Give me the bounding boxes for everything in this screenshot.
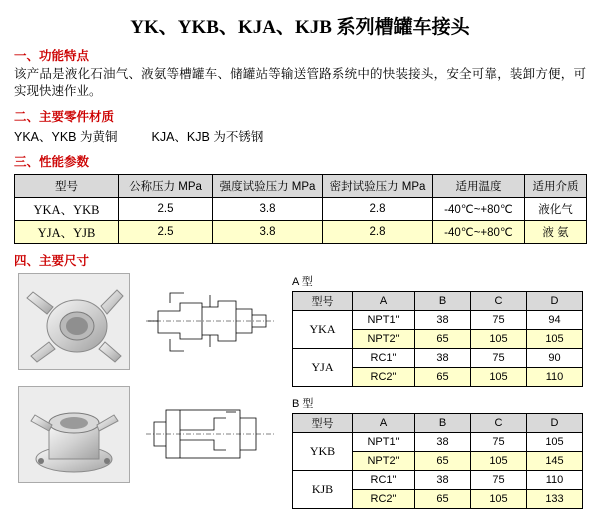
section-heading-dimensions: 四、主要尺寸 (14, 254, 90, 268)
cell-c: 105 (471, 452, 527, 471)
cell-seal-test-pressure: 2.8 (323, 221, 433, 244)
col-header-a: A (353, 414, 415, 433)
page-title: YK、YKB、KJA、KJB 系列槽罐车接头 (130, 17, 470, 38)
coupling-drawing-a (140, 273, 280, 368)
coupling-photo-a (18, 273, 130, 370)
coupling-drawing-b (140, 384, 280, 479)
performance-table (14, 174, 587, 244)
dimension-table-b (292, 413, 583, 509)
table-header-row (15, 175, 587, 198)
table-row (293, 349, 583, 368)
material-right: KJA、KJB 为不锈钢 (151, 130, 264, 144)
dimension-tables-column (292, 273, 584, 509)
cell-a: NPT1" (353, 311, 415, 330)
material-left: YKA、YKB 为黄铜 (14, 130, 118, 144)
cell-model: KJB (293, 471, 353, 509)
dimension-table-a (292, 291, 583, 387)
cell-a: NPT1" (353, 433, 415, 452)
cell-c: 75 (471, 311, 527, 330)
col-header-b: B (415, 292, 471, 311)
cell-model: YKA (293, 311, 353, 349)
cell-model: YJA (293, 349, 353, 387)
col-header-c: C (471, 414, 527, 433)
cell-b: 65 (415, 368, 471, 387)
section-heading-features: 一、功能特点 (14, 49, 90, 63)
features-paragraph: 该产品是液化石油气、液氨等槽罐车、储罐站等输送管路系统中的快装接头，安全可靠，装卸方便，可实现快速作业。 (14, 67, 586, 98)
table-row (15, 198, 587, 221)
cell-a: RC2" (353, 368, 415, 387)
col-header-model: 型号 (293, 414, 353, 433)
col-header-seal-test-pressure: 密封试验压力 MPa (323, 175, 433, 198)
col-header-nominal-pressure: 公称压力 MPa (119, 175, 213, 198)
cell-strength-test-pressure: 3.8 (213, 198, 323, 221)
cell-nominal-pressure: 2.5 (119, 198, 213, 221)
cell-b: 38 (415, 349, 471, 368)
cell-model: YKB (293, 433, 353, 471)
table-header-row (293, 414, 583, 433)
cell-c: 75 (471, 433, 527, 452)
col-header-strength-test-pressure: 强度试验压力 MPa (213, 175, 323, 198)
cell-medium: 液 氨 (525, 221, 587, 244)
cell-b: 65 (415, 330, 471, 349)
cell-c: 105 (471, 330, 527, 349)
cell-a: NPT2" (353, 330, 415, 349)
cell-c: 105 (471, 368, 527, 387)
dim-table-caption-b: B 型 (292, 398, 314, 410)
col-header-model: 型号 (293, 292, 353, 311)
coupling-photo-b (18, 386, 130, 483)
cell-temperature: -40℃~+80℃ (433, 221, 525, 244)
col-header-d: D (527, 292, 583, 311)
cell-model: YKA、YKB (15, 198, 119, 221)
cell-d: 105 (527, 433, 583, 452)
cell-c: 105 (471, 490, 527, 509)
material-line (14, 127, 600, 145)
col-header-temperature: 适用温度 (433, 175, 525, 198)
cell-b: 38 (415, 311, 471, 330)
cell-b: 38 (415, 433, 471, 452)
dim-table-caption-a: A 型 (292, 276, 313, 288)
col-header-a: A (353, 292, 415, 311)
cell-c: 75 (471, 471, 527, 490)
cell-a: NPT2" (353, 452, 415, 471)
cell-b: 65 (415, 490, 471, 509)
table-header-row (293, 292, 583, 311)
cell-a: RC1" (353, 471, 415, 490)
section-heading-material: 二、主要零件材质 (14, 110, 115, 124)
photo-column (18, 273, 128, 483)
col-header-medium: 适用介质 (525, 175, 587, 198)
cell-nominal-pressure: 2.5 (119, 221, 213, 244)
col-header-c: C (471, 292, 527, 311)
cell-strength-test-pressure: 3.8 (213, 221, 323, 244)
cell-temperature: -40℃~+80℃ (433, 198, 525, 221)
col-header-model: 型号 (15, 175, 119, 198)
cell-b: 38 (415, 471, 471, 490)
cell-d: 133 (527, 490, 583, 509)
section-heading-performance: 三、性能参数 (14, 155, 90, 169)
coupling-photo-a-graphic (19, 274, 129, 369)
cell-a: RC1" (353, 349, 415, 368)
table-row (15, 221, 587, 244)
cell-d: 105 (527, 330, 583, 349)
cell-b: 65 (415, 452, 471, 471)
cell-d: 110 (527, 471, 583, 490)
cell-d: 110 (527, 368, 583, 387)
table-row (293, 433, 583, 452)
col-header-d: D (527, 414, 583, 433)
cell-a: RC2" (353, 490, 415, 509)
col-header-b: B (415, 414, 471, 433)
cell-c: 75 (471, 349, 527, 368)
coupling-photo-b-graphic (19, 387, 129, 482)
cell-d: 145 (527, 452, 583, 471)
coupling-drawing-a-graphic (140, 273, 280, 368)
cell-d: 94 (527, 311, 583, 330)
cell-model: YJA、YJB (15, 221, 119, 244)
coupling-drawing-b-graphic (140, 384, 280, 479)
table-row (293, 471, 583, 490)
dimensions-section (0, 273, 600, 505)
cell-medium: 液化气 (525, 198, 587, 221)
table-row (293, 311, 583, 330)
table-spacer (292, 387, 584, 395)
cell-d: 90 (527, 349, 583, 368)
cell-seal-test-pressure: 2.8 (323, 198, 433, 221)
drawing-column (140, 273, 280, 479)
